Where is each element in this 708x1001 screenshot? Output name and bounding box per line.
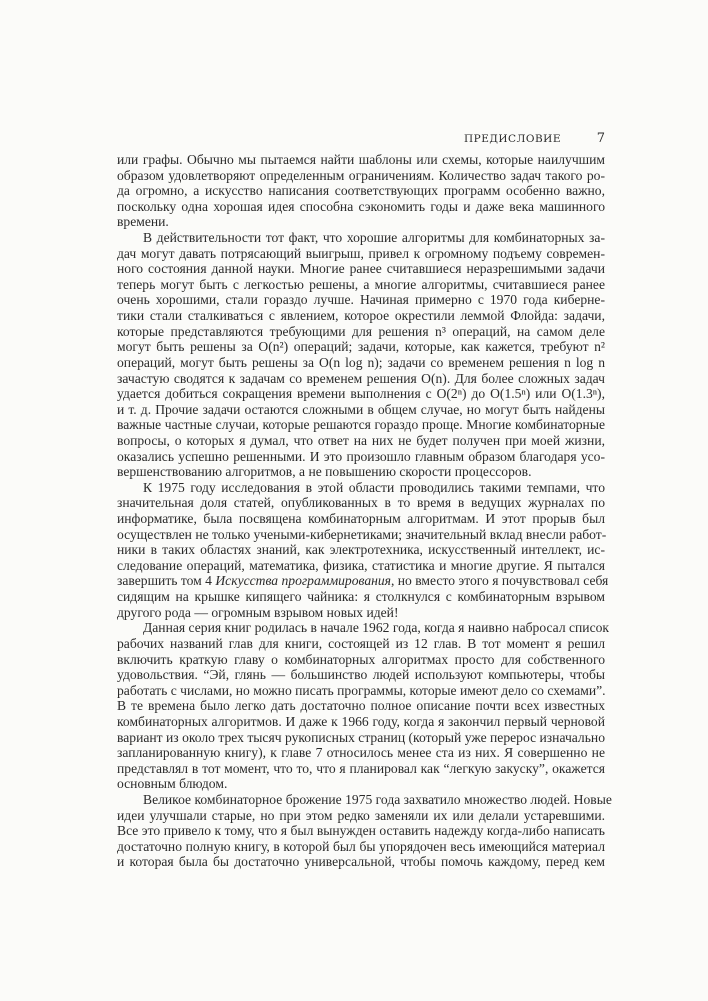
text-line: операций, могут быть решены за O(n log n); задачи со временем решения n log n <box>117 354 605 370</box>
text-line: вершенствованию алгоритмов, а не повышению скорости процессоров. <box>117 464 532 480</box>
paragraph <box>117 152 605 230</box>
text-line: другого рода — огромным взрывом новых идей! <box>117 604 399 620</box>
text-segment: , но вместо этого я почувствовал себя <box>390 573 609 589</box>
text-line: К 1975 году исследования в этой области проводились такими темпами, что <box>143 479 605 495</box>
text-line: и т. д. Прочие задачи остаются сложными в общем случае, но могут быть найдены <box>117 401 605 417</box>
text-line: удовольствия. “Эй, глянь — большинство людей используют компьютеры, чтобы <box>117 667 605 683</box>
text-line: вопросы, о которых я думал, что ответ на них не будет получен при моей жизни, <box>117 432 605 448</box>
text-line: работать с числами, но можно писать программы, которые имеют дело со схемами”. <box>117 682 606 698</box>
text-line: да огромно, а искусство написания соответствующих программ особенно важно, <box>117 183 605 199</box>
text-line: следование операций, математика, физика, статистика и многие другие. Я пытался <box>117 557 605 573</box>
text-line: которые представляются требующими для решения n³ операций, на самом деле <box>117 323 605 339</box>
text-line: могут быть решены за O(n²) операций; задачи, которые, как кажется, требуют n² <box>117 339 605 355</box>
text-line: ного состояния данной науки. Многие ранее считавшиеся неразрешимыми задачи <box>117 261 605 277</box>
text-line: ники в таких областях знаний, как электротехника, искусственный интеллект, ис- <box>117 542 605 558</box>
page-number: 7 <box>596 131 605 146</box>
text-line: важные частные случаи, которые решаются гораздо проще. Многие комбинаторные <box>117 417 605 433</box>
paragraph <box>117 791 612 870</box>
text-line: рабочих названий глав для книги, состоящей из 12 глав. В тот момент я решил <box>117 635 605 651</box>
paragraph <box>117 620 610 792</box>
text-line: зачастую сводятся к задачам со временем решения O(n). Для более сложных задач <box>117 370 605 386</box>
text-line: включить краткую главу о комбинаторных алгоритмах просто для собственного <box>117 651 605 667</box>
text-line: оказались успешно решенными. И это произошло главным образом благодаря усо- <box>117 448 605 464</box>
text-segment: завершить том 4 <box>117 573 216 589</box>
page-body <box>117 152 612 870</box>
text-line: достаточно полную книгу, в которой был бы упорядочен весь имеющийся материал <box>117 838 605 854</box>
paragraph <box>117 230 605 480</box>
text-line: времени. <box>117 214 169 230</box>
text-line: запланированную книгу), к главе 7 относилось менее ста из них. Я совершенно не <box>117 745 605 761</box>
text-line: удается добиться сокращения времени выполнения с O(2ⁿ) до O(1.5ⁿ) или O(1.3ⁿ), <box>117 386 605 402</box>
text-line: образом удовлетворяют определенным ограничениям. Количество задач такого ро- <box>117 167 605 183</box>
text-line: представлял в тот момент, что то, что я планировал как “легкую закуску”, окажется <box>117 760 605 776</box>
text-line: осуществлен не только учеными-кибернетиками; значительный вклад внесли работ- <box>117 526 607 542</box>
text-line: В действительности тот факт, что хорошие алгоритмы для комбинаторных за- <box>143 230 605 246</box>
text-line: комбинаторных алгоритмов. И даже к 1966 году, когда я закончил первый черновой <box>117 713 605 729</box>
text-line <box>117 573 609 589</box>
text-line: теперь могут быть с легкостью решены, а многие алгоритмы, считавшиеся ранее <box>117 276 605 292</box>
text-line: вариант из около трех тысяч рукописных страниц (который уже перерос изначально <box>117 729 605 745</box>
text-line: тики стали сталкиваться с явлением, которое окрестили леммой Флойда: задачи, <box>117 308 605 324</box>
text-line: Великое комбинаторное брожение 1975 года захватило множество людей. Новые <box>143 791 612 807</box>
running-title: ПРЕДИСЛОВИЕ <box>463 133 561 145</box>
page-header <box>117 131 605 147</box>
text-line: очень хорошими, стали гораздо лучше. Начиная примерно с 1970 года киберне- <box>117 292 605 308</box>
text-line: идеи улучшали старые, но при этом редко заменяли их или делали устаревшими. <box>117 807 605 823</box>
text-line: сидящим на крышке кипящего чайника: я столкнулся с комбинаторным взрывом <box>117 589 605 605</box>
text-line: Все это привело к тому, что я был вынужден оставить надежду когда-либо написать <box>117 823 605 839</box>
italic-book-title: Искусства программирования <box>215 573 391 589</box>
text-line: и которая была бы достаточно универсальной, чтобы помочь каждому, перед кем <box>117 854 605 870</box>
text-line: основным блюдом. <box>117 776 228 792</box>
text-line: значительная доля статей, опубликованных в то время в ведущих журналах по <box>117 495 605 511</box>
text-line: дач могут давать потрясающий выигрыш, привел к огромному подъему современ- <box>117 245 605 261</box>
text-line: поскольку одна хорошая идея способна сэкономить годы и даже века машинного <box>117 198 605 214</box>
paragraph <box>117 479 609 620</box>
text-line: В те времена было легко дать достаточно полное описание почти всех известных <box>117 698 605 714</box>
text-line: Данная серия книг родилась в начале 1962 года, когда я наивно набросал список <box>143 620 610 636</box>
text-line: информатике, была посвящена комбинаторным алгоритмам. И этот прорыв был <box>117 511 605 527</box>
text-line: или графы. Обычно мы пытаемся найти шаблоны или схемы, которые наилучшим <box>117 152 605 167</box>
